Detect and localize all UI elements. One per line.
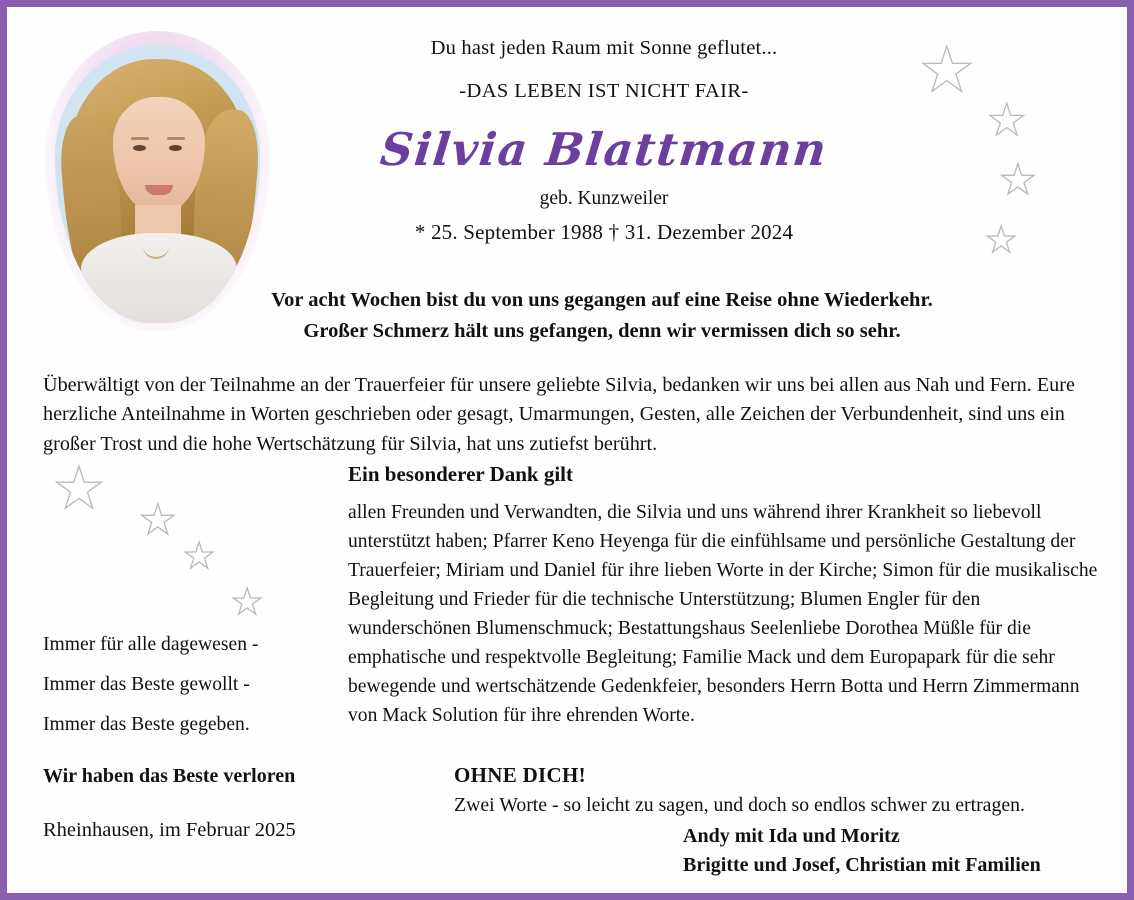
portrait-image bbox=[55, 45, 260, 323]
star-icon: ★ bbox=[53, 454, 105, 522]
star-icon: ★ bbox=[139, 495, 177, 544]
life-dates: * 25. September 1988 † 31. Dezember 2024 bbox=[414, 220, 794, 244]
special-thanks-heading: Ein besonderer Dank gilt bbox=[348, 462, 574, 486]
star-icon: ★ bbox=[231, 582, 264, 623]
memorial-verse-line-1: Vor acht Wochen bist du von uns gegangen auf eine Reise ohne Wiederkehr. bbox=[271, 289, 933, 311]
closing-title: OHNE DICH! bbox=[454, 763, 586, 787]
closing-subtitle: Zwei Worte - so leicht zu sagen, und doch so endlos schwer zu ertragen. bbox=[454, 794, 1025, 816]
eyebrow-right bbox=[167, 137, 185, 140]
signers-line-1: Andy mit Ida und Moritz bbox=[683, 825, 900, 847]
star-icon: ★ bbox=[985, 220, 1018, 261]
special-thanks-block bbox=[348, 462, 1103, 731]
eye-left bbox=[133, 145, 146, 151]
star-icon: ★ bbox=[999, 155, 1037, 204]
deceased-name: Silvia Blattmann bbox=[377, 123, 831, 176]
epitaph-line-2: -DAS LEBEN IST NICHT FAIR- bbox=[459, 80, 749, 102]
star-icon: ★ bbox=[987, 95, 1027, 146]
memorial-verse bbox=[207, 285, 997, 347]
special-thanks-body: allen Freunden und Verwandten, die Silvia und uns während ihrer Krankheit so liebevoll unterstützt haben; Pfarrer Keno Heyenga für die einfühlsame und persönliche Gestaltung der Trauerfeier; Miriam und Daniel für ihre lieben Worte in der Kirche; Simon für die musikalische Begleitung und Frieder für die technische Unterstützung; Blumen Engler für den wunderschönen Blumenschmuck; Bestattungshaus Seelenliebe Dorothea Müßle für die emphatische und respektvolle Begleitung; Familie Mack und dem Europapark für die sehr bewegende und wertschätzende Gedenkfeier, besonders Herrn Botta und Herrn Zimmermann von Mack Solution für ihre ehrenden Worte. bbox=[348, 502, 1098, 726]
signers-line-2: Brigitte und Josef, Christian mit Familien bbox=[683, 854, 1041, 876]
header-block bbox=[299, 37, 909, 245]
card-inner bbox=[7, 7, 1127, 893]
birth-name: geb. Kunzweiler bbox=[539, 188, 669, 209]
left-verse-line-3: Immer das Beste gegeben. bbox=[43, 714, 250, 736]
left-bold-line: Wir haben das Beste verloren bbox=[43, 765, 296, 787]
star-icon: ★ bbox=[183, 536, 216, 577]
thanks-paragraph: Überwältigt von der Teilnahme an der Trauerfeier für unsere geliebte Silvia, bedanken wir uns bei allen aus Nah und Fern. Eure herzliche Anteilnahme in Worten geschrieben oder gesagt, Umarmungen, Gesten, alle Zeichen der Verbundenheit, sind uns ein großer Trost und die hohe Wertschätzung für Silvia, hat uns zutiefst berührt. bbox=[43, 374, 1075, 455]
epitaph-line-1: Du hast jeden Raum mit Sonne geflutet... bbox=[430, 37, 778, 59]
star-icon: ★ bbox=[919, 33, 975, 106]
left-verse-line-1: Immer für alle dagewesen - bbox=[43, 634, 259, 655]
place-and-date: Rheinhausen, im Februar 2025 bbox=[43, 819, 296, 841]
memorial-verse-line-2: Großer Schmerz hält uns gefangen, denn wir vermissen dich so sehr. bbox=[303, 320, 901, 343]
eye-right bbox=[169, 145, 182, 151]
signers-block bbox=[683, 822, 1103, 880]
left-verse bbox=[43, 625, 333, 745]
eyebrow-left bbox=[131, 137, 149, 140]
left-verse-line-2: Immer das Beste gewollt - bbox=[43, 674, 250, 696]
